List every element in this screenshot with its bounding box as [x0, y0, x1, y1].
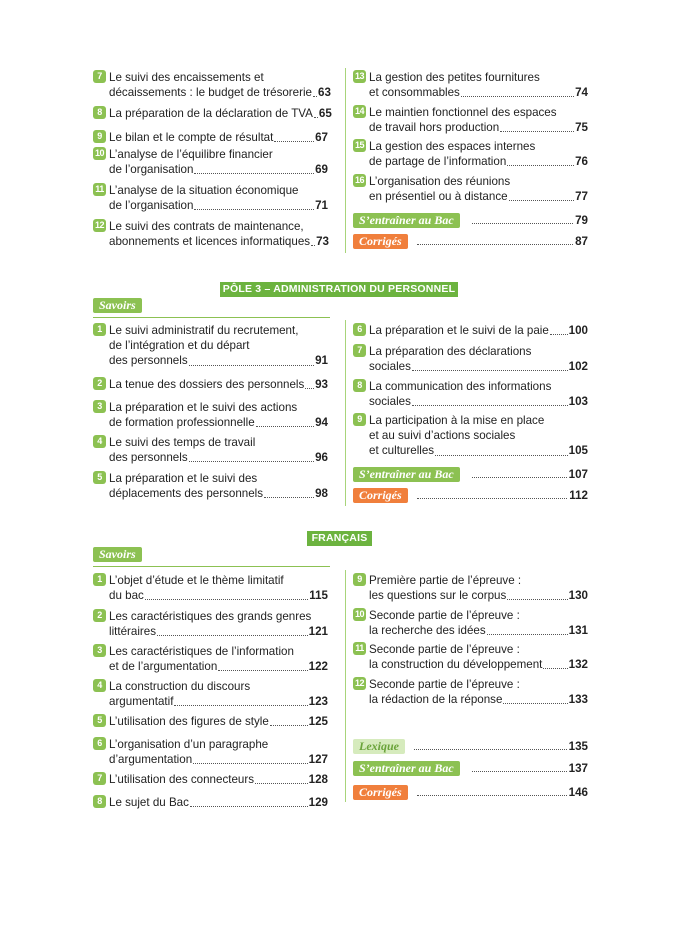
dot-leader [509, 200, 575, 201]
page-number: 63 [318, 86, 331, 100]
chapter-number-badge: 10 [94, 148, 104, 158]
toc-entry[interactable] [93, 679, 328, 709]
toc-entry[interactable] [353, 573, 588, 603]
entry-title-line: L’analyse de la situation économique [109, 183, 299, 197]
dot-leader [255, 783, 308, 784]
chapter-number-badge: 2 [93, 377, 106, 390]
entry-title-line: Le suivi des temps de travail [109, 435, 256, 449]
chapter-number-badge: 9 [353, 413, 366, 426]
entry-title-line: La construction du discours [109, 679, 251, 693]
toc-entry[interactable] [353, 379, 588, 409]
dot-leader [305, 388, 314, 389]
entry-title-line: de formation professionnelle [109, 416, 255, 430]
page-number: 91 [315, 354, 328, 368]
dot-leader [503, 703, 567, 704]
chapter-number-badge: 7 [93, 772, 106, 785]
toc-entry[interactable] [353, 413, 588, 459]
dot-leader [189, 461, 314, 462]
chapter-number-badge: 11 [353, 642, 366, 655]
chapter-number-badge: 1 [93, 573, 106, 586]
entry-title-line: du bac [109, 589, 144, 603]
bac-page: 79 [575, 214, 588, 227]
chapter-number-badge: 5 [93, 714, 106, 727]
toc-entry[interactable] [93, 772, 328, 787]
dot-leader [461, 96, 574, 97]
toc-entry[interactable] [93, 70, 331, 100]
page-number: 76 [575, 155, 588, 169]
entry-title-line: Seconde partie de l’épreuve : [369, 608, 520, 622]
entry-title-line: la recherche des idées [369, 624, 486, 638]
chapter-number-badge: 6 [93, 737, 106, 750]
bac-row [470, 760, 588, 775]
entry-title-line: La participation à la mise en place [369, 413, 545, 427]
dot-leader [264, 497, 314, 498]
entry-title-line: L’analyse de l’équilibre financier [109, 147, 273, 161]
entry-title-line: Seconde partie de l’épreuve : [369, 642, 520, 656]
corriges-page: 87 [575, 235, 588, 248]
chapter-number-badge: 3 [93, 644, 106, 657]
chapter-number-badge: 10 [354, 609, 364, 619]
column-separator [345, 320, 346, 506]
section-banner: FRANÇAIS [307, 531, 372, 546]
entry-title-line: L’organisation d’un paragraphe [109, 737, 269, 751]
entry-title-line: de l’organisation [109, 199, 194, 213]
toc-entry[interactable] [93, 400, 328, 430]
entry-title-line: Première partie de l’épreuve : [369, 573, 522, 587]
corriges-tag[interactable]: Corrigés [353, 488, 408, 503]
chapter-number-badge: 2 [93, 609, 106, 622]
toc-entry[interactable] [353, 677, 588, 707]
entry-title-line: Le suivi administratif du recrutement, [109, 323, 299, 337]
dot-leader [218, 670, 307, 671]
dot-leader [550, 334, 568, 335]
toc-entry[interactable] [93, 377, 328, 392]
lexique-tag[interactable]: Lexique [353, 739, 405, 754]
entry-title-line: décaissements : le budget de trésorerie [109, 86, 313, 100]
dot-leader [543, 668, 567, 669]
corriges-page: 112 [569, 489, 588, 502]
bac-page: 107 [568, 468, 588, 481]
chapter-number-badge: 9 [93, 130, 106, 143]
corriges-row [415, 487, 588, 502]
chapter-number-badge: 1 [93, 323, 106, 336]
dot-leader [270, 725, 308, 726]
toc-entry[interactable] [93, 219, 328, 249]
entry-title-line: et culturelles [369, 444, 435, 458]
toc-entry[interactable] [93, 435, 328, 465]
entry-title-line: La tenue des dossiers des personnels [109, 377, 305, 391]
entry-title-line: sociales [369, 360, 411, 374]
page-number: 67 [315, 130, 328, 144]
bac-tag[interactable]: S’entraîner au Bac [353, 467, 460, 482]
entry-title-line: Les caractéristiques des grands genres [109, 609, 312, 623]
page-number: 94 [315, 416, 328, 430]
toc-entry[interactable] [353, 139, 588, 169]
chapter-number-badge: 12 [354, 678, 364, 688]
page-number: 77 [575, 190, 588, 204]
toc-entry[interactable] [93, 147, 328, 177]
page-number: 102 [568, 360, 588, 374]
column-separator [345, 68, 346, 253]
entry-title-line: et consommables [369, 86, 460, 100]
page-number: 129 [308, 795, 328, 809]
entry-title-line: argumentatif [109, 695, 174, 709]
entry-title-line: d’argumentation [109, 753, 193, 767]
chapter-number-badge: 4 [93, 679, 106, 692]
page-number: 115 [309, 589, 328, 603]
savoirs-rule [93, 566, 330, 567]
lexique-page: 135 [568, 740, 588, 753]
dot-leader [314, 117, 318, 118]
page-number: 73 [316, 235, 329, 249]
bac-row [470, 212, 588, 227]
entry-title-line: L’organisation des réunions [369, 174, 511, 188]
page-number: 93 [315, 377, 328, 391]
dot-leader [412, 370, 568, 371]
entry-title-line: la construction du développement [369, 658, 543, 672]
corriges-row [415, 233, 588, 248]
dot-leader [412, 405, 568, 406]
dot-leader [193, 763, 308, 764]
entry-title-line: La communication des informations [369, 379, 552, 393]
dot-leader [507, 599, 567, 600]
toc-entry[interactable] [93, 609, 328, 639]
dot-leader [311, 245, 315, 246]
toc-entry[interactable] [353, 642, 588, 672]
entry-title-line: La préparation et le suivi des [109, 471, 258, 485]
dot-leader [435, 455, 568, 456]
toc-entry[interactable] [93, 106, 332, 121]
page-number: 103 [568, 395, 588, 409]
chapter-number-badge: 6 [353, 323, 366, 336]
entry-title-line: de partage de l’information [369, 155, 507, 169]
dot-leader [500, 131, 574, 132]
toc-entry[interactable] [93, 323, 328, 369]
page-number: 122 [308, 660, 328, 674]
entry-title-line: Le maintien fonctionnel des espaces [369, 105, 557, 119]
savoirs-tag: Savoirs [93, 298, 142, 313]
entry-title-line: déplacements des personnels [109, 487, 264, 501]
page-number: 128 [308, 772, 328, 786]
dot-leader [313, 96, 317, 97]
dot-leader [174, 705, 307, 706]
entry-title-line: Le bilan et le compte de résultat [109, 130, 274, 144]
entry-title-line: Le suivi des encaissements et [109, 70, 264, 84]
toc-entry[interactable] [353, 70, 588, 100]
page-number: 71 [315, 199, 328, 213]
toc-entry[interactable] [353, 608, 588, 638]
toc-entry[interactable] [93, 130, 328, 145]
page-number: 123 [308, 695, 328, 709]
chapter-number-badge: 12 [94, 220, 104, 230]
corriges-row [415, 784, 588, 799]
bac-row [470, 466, 588, 481]
entry-title-line: en présentiel ou à distance [369, 190, 508, 204]
entry-title-line: des personnels [109, 451, 188, 465]
dot-leader [487, 634, 568, 635]
dot-leader [157, 635, 308, 636]
entry-title-line: abonnements et licences informatiques [109, 235, 311, 249]
chapter-number-badge: 7 [93, 70, 106, 83]
entry-title-line: littéraires [109, 625, 157, 639]
page-number: 133 [568, 693, 588, 707]
page-number: 75 [575, 121, 588, 135]
savoirs-rule [93, 317, 330, 318]
dot-leader [189, 365, 314, 366]
chapter-number-badge: 11 [93, 183, 106, 196]
entry-title-line: L’objet d’étude et le thème limitatif [109, 573, 284, 587]
chapter-number-badge: 9 [353, 573, 366, 586]
entry-title-line: Les caractéristiques de l’information [109, 644, 294, 658]
entry-title-line: La gestion des petites fournitures [369, 70, 540, 84]
section-banner: PÔLE 3 – ADMINISTRATION DU PERSONNEL [220, 282, 458, 297]
chapter-number-badge: 3 [93, 400, 106, 413]
toc-entry[interactable] [93, 183, 328, 213]
entry-title-line: Seconde partie de l’épreuve : [369, 677, 520, 691]
entry-title-line: L’utilisation des connecteurs [109, 772, 255, 786]
page-number: 132 [568, 658, 588, 672]
toc-entry[interactable] [93, 644, 328, 674]
corriges-tag[interactable]: Corrigés [353, 785, 408, 800]
bac-tag[interactable]: S’entraîner au Bac [353, 213, 460, 228]
page-number: 131 [568, 624, 588, 638]
page-number: 127 [308, 753, 328, 767]
entry-title-line: et de l’argumentation [109, 660, 218, 674]
chapter-number-badge: 8 [93, 795, 106, 808]
chapter-number-badge: 7 [353, 344, 366, 357]
entry-title-line: La préparation et le suivi des actions [109, 400, 298, 414]
toc-entry[interactable] [353, 174, 588, 204]
page-number: 69 [315, 163, 328, 177]
corriges-tag[interactable]: Corrigés [353, 234, 408, 249]
entry-title-line: sociales [369, 395, 411, 409]
toc-entry[interactable] [93, 573, 328, 603]
chapter-number-badge: 4 [93, 435, 106, 448]
entry-title-line: La préparation et le suivi de la paie [369, 323, 549, 337]
entry-title-line: Le suivi des contrats de maintenance, [109, 219, 304, 233]
page-number: 130 [568, 589, 588, 603]
entry-title-line: de travail hors production [369, 121, 500, 135]
entry-title-line: les questions sur le corpus [369, 589, 507, 603]
entry-title-line: de l’organisation [109, 163, 194, 177]
entry-title-line: des personnels [109, 354, 188, 368]
bac-page: 137 [568, 762, 588, 775]
toc-entry[interactable] [353, 344, 588, 374]
toc-entry[interactable] [93, 737, 328, 767]
page-number: 105 [568, 444, 588, 458]
chapter-number-badge: 14 [354, 106, 364, 116]
entry-title-line: L’utilisation des figures de style [109, 714, 269, 728]
dot-leader [194, 209, 314, 210]
entry-title-line: de l’intégration et du départ [109, 339, 250, 353]
entry-title-line: La préparation de la déclaration de TVA [109, 106, 313, 120]
entry-title-line: la rédaction de la réponse [369, 693, 503, 707]
bac-tag[interactable]: S’entraîner au Bac [353, 761, 460, 776]
corriges-page: 146 [568, 786, 588, 799]
entry-title-line: et au suivi d’actions sociales [369, 429, 516, 443]
dot-leader [145, 599, 308, 600]
page-number: 65 [318, 106, 332, 120]
page-number: 98 [315, 487, 328, 501]
entry-title-line: La gestion des espaces internes [369, 139, 536, 153]
page-number: 125 [308, 714, 328, 728]
chapter-number-badge: 5 [93, 471, 106, 484]
dot-leader [194, 173, 314, 174]
savoirs-tag: Savoirs [93, 547, 142, 562]
dot-leader [274, 141, 314, 142]
toc-entry[interactable] [93, 795, 328, 810]
dot-leader [507, 165, 574, 166]
entry-title-line: La préparation des déclarations [369, 344, 532, 358]
page-number: 74 [575, 86, 588, 100]
entry-title-line: Le sujet du Bac [109, 795, 189, 809]
dot-leader [190, 806, 308, 807]
column-separator [345, 570, 346, 802]
chapter-number-badge: 13 [354, 71, 364, 81]
chapter-number-badge: 8 [353, 379, 366, 392]
page-number: 96 [315, 451, 328, 465]
page-number: 100 [568, 323, 588, 337]
toc-entry[interactable] [353, 105, 588, 135]
toc-entry[interactable] [353, 323, 588, 338]
toc-entry[interactable] [93, 714, 328, 729]
page-number: 121 [308, 625, 328, 639]
chapter-number-badge: 15 [354, 140, 364, 150]
toc-entry[interactable] [93, 471, 328, 501]
chapter-number-badge: 8 [93, 106, 106, 119]
lexique-row [412, 738, 588, 753]
dot-leader [256, 426, 314, 427]
chapter-number-badge: 16 [354, 175, 364, 185]
